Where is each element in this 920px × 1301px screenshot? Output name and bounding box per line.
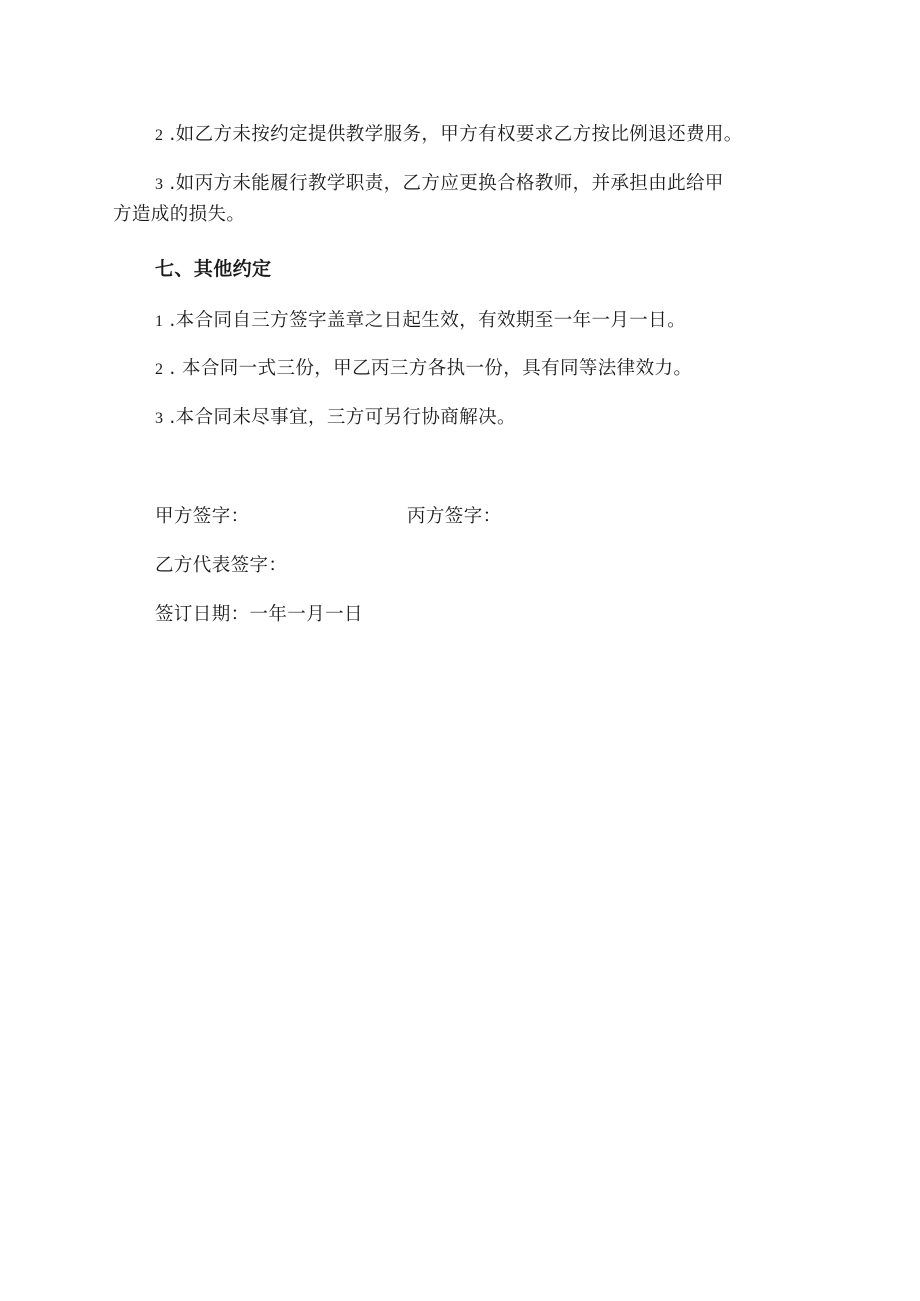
term-2-copies [155, 357, 692, 382]
clause-3-continuation [113, 203, 245, 227]
clause-2-refund [155, 123, 743, 148]
clause-number: 3 [155, 176, 164, 193]
term-number: 3 [155, 410, 164, 427]
clause-number: 2 [155, 127, 164, 144]
term-3-unresolved-matters [155, 406, 516, 431]
signing-date: 签订日期：一年一月一日 [155, 604, 363, 625]
clause-3-teacher [155, 172, 724, 197]
term-1-effective-date [155, 309, 686, 334]
term-number: 2 [155, 361, 164, 378]
signature-party-c: 丙方签字： [407, 506, 502, 527]
term-text: .本合同未尽事宜，三方可另行协商解决。 [169, 407, 516, 428]
section-heading-other-terms: 七、其他约定 [155, 258, 272, 280]
clause-text: .如乙方未按约定提供教学服务，甲方有权要求乙方按比例退还费用。 [169, 124, 743, 145]
clause-text-continued: 方造成的损失。 [113, 204, 246, 225]
signature-party-a: 甲方签字： [155, 506, 250, 527]
clause-text: .如丙方未能履行教学职责，乙方应更换合格教师，并承担由此给甲 [169, 173, 724, 194]
term-text: . 本合同一式三份，甲乙丙三方各执一份，具有同等法律效力。 [169, 358, 693, 379]
term-text: .本合同自三方签字盖章之日起生效，有效期至一年一月一日。 [169, 310, 686, 331]
term-number: 1 [155, 313, 164, 330]
signature-party-b-representative: 乙方代表签字： [155, 555, 288, 576]
